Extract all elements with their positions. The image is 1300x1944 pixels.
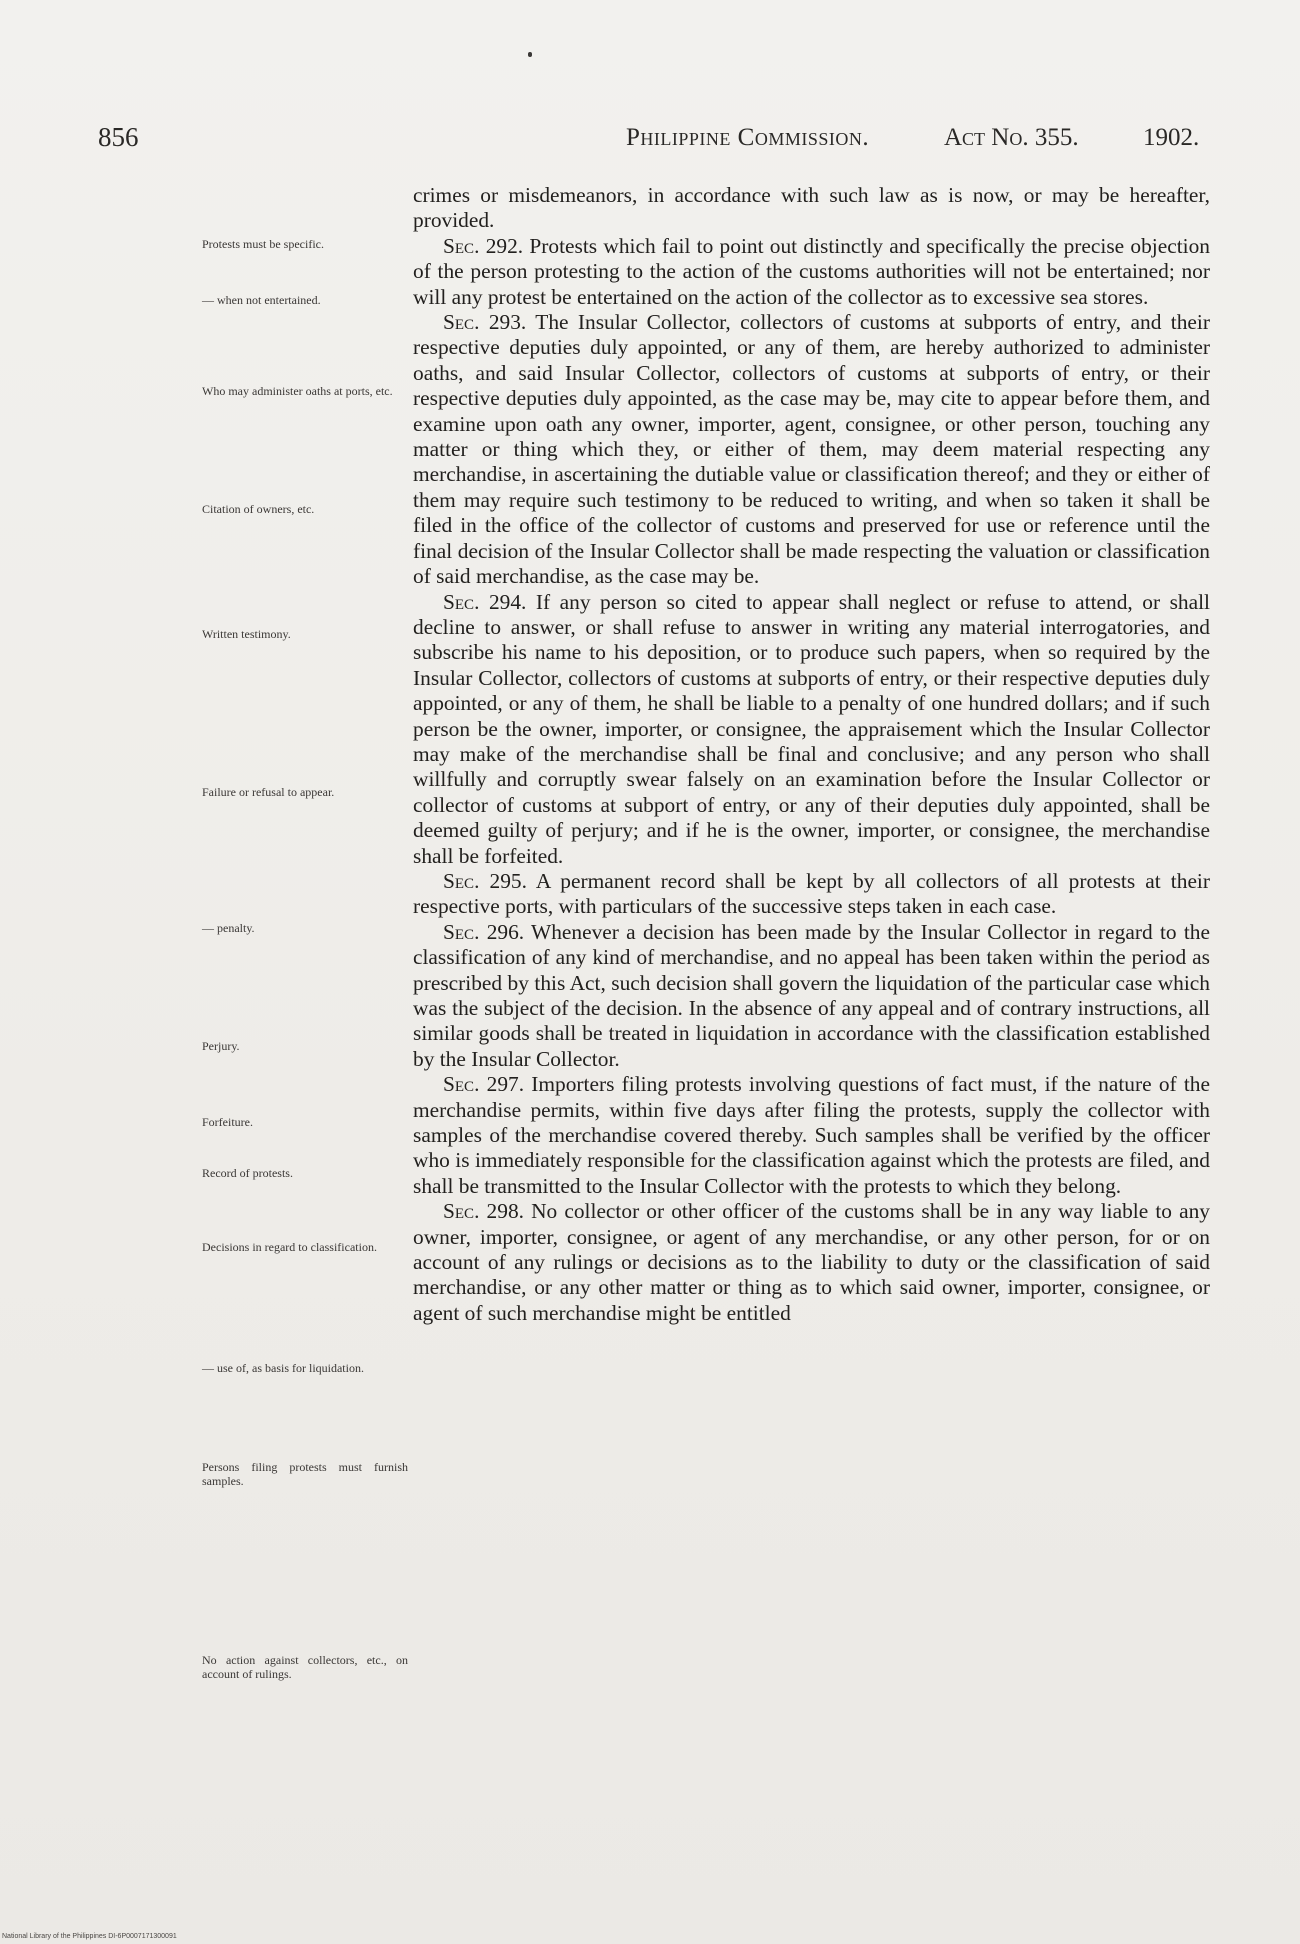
side-note-basis-for-liquidation: — use of, as basis for liquidation.: [202, 1361, 364, 1375]
side-note-no-action-against-collectors: No action against collectors, etc., on account of rulings.: [202, 1653, 408, 1681]
body-text: [413, 183, 1210, 1326]
section-mark: Sec.: [443, 1072, 480, 1097]
section-mark: Sec.: [443, 233, 480, 258]
section-number: 294.: [488, 589, 527, 614]
act-number: Act No. 355.: [944, 124, 1079, 151]
side-note-furnish-samples: Persons filing protests must furnish samples.: [202, 1460, 408, 1488]
section-number: 296.: [486, 919, 525, 944]
side-note-administer-oaths: Who may administer oaths at ports, etc.: [202, 384, 393, 398]
running-title: Philippine Commission.: [626, 124, 870, 151]
section-mark: Sec.: [443, 1199, 480, 1224]
section-number: 293.: [488, 310, 527, 335]
section-295: [413, 869, 1210, 920]
section-number: 298.: [486, 1199, 524, 1224]
side-note-decisions-classification: Decisions in regard to classification.: [202, 1240, 377, 1254]
section-text: Protests which fail to point out distinctly and specifically the precise objection of the person protesting to the action of the customs authorities will not be entertained; nor will any protest be entertained on the action of the collector as to excessive sea stores.: [413, 233, 1211, 309]
section-293: [413, 310, 1210, 589]
section-text: Importers filing protests involving questions of fact must, if the nature of the merchandise permits, within five days after filing the protests, supply the collector with samples of the merchandise covered thereby. Such samples shall be verified by the officer who is immediately responsible for the classification against which the protests are filed, and shall be transmitted to the Insular Collector with the protests to which they belong.: [413, 1072, 1210, 1198]
section-text: The Insular Collector, collectors of customs at subports of entry, and their respective deputies duly appointed, or any of them, are hereby authorized to administer oaths, and said Insular Collector, collectors of customs at subports of entry, or their respective deputies duly appointed, as the case may be, may cite to appear before them, and examine upon oath any owner, importer, agent, consignee, or other person, touching any matter or thing which they, or either of them, may deem material respecting any merchandise, in ascertaining the dutiable value or classification thereof; and they or either of them may require such testimony to be reduced to writing, and when so taken it shall be filed in the office of the collector of customs and preserved for use or reference until the final decision of the Insular Collector shall be made respecting the valuation or classification of said merchandise, as the case may be.: [413, 310, 1210, 589]
section-mark: Sec.: [443, 868, 480, 893]
side-note-failure-to-appear: Failure or refusal to appear.: [202, 785, 335, 799]
header-year: 1902.: [1143, 124, 1200, 151]
scan-credit: National Library of the Philippines DI-6P0007171300091: [2, 1933, 177, 1940]
running-header: [98, 122, 1200, 158]
section-297: [413, 1072, 1210, 1199]
section-text: No collector or other officer of the customs shall be in any way liable to any owner, importer, consignee, or agent of any merchandise, or any other person, for or on account of any rulings or decisions as to the liability to duty or the classification of said merchandise, or any other matter or thing as to which said owner, importer, consignee, or agent of such merchandise might be entitled: [413, 1199, 1210, 1325]
side-note-perjury: Perjury.: [202, 1039, 240, 1053]
section-mark: Sec.: [443, 589, 480, 614]
section-number: 297.: [486, 1072, 525, 1097]
section-296: [413, 920, 1210, 1072]
section-294: [413, 590, 1210, 869]
section-number: 292.: [485, 233, 524, 258]
side-note-protests-specific: Protests must be specific.: [202, 237, 324, 251]
continuation-paragraph: crimes or misdemeanors, in accordance with such law as is now, or may be hereafter, provided.: [413, 183, 1210, 233]
side-note-record-of-protests: Record of protests.: [202, 1166, 293, 1180]
page-speck: [528, 52, 532, 57]
section-number: 295.: [489, 868, 527, 893]
side-note-citation-of-owners: Citation of owners, etc.: [202, 502, 315, 516]
section-292: [413, 234, 1210, 310]
side-note-written-testimony: Written testimony.: [202, 627, 291, 641]
section-298: [413, 1199, 1210, 1326]
section-mark: Sec.: [443, 919, 480, 944]
section-text: Whenever a decision has been made by the Insular Collector in regard to the classification of any kind of merchandise, and no appeal has been taken within the period as prescribed by this Act, such decision shall govern the liquidation of the particular case which was the subject of the decision. In the absence of any appeal and of contrary instructions, all similar goods shall be treated in liquidation in accordance with the classification established by the Insular Collector.: [413, 919, 1210, 1071]
side-note-not-entertained: — when not entertained.: [202, 293, 321, 307]
side-note-forfeiture: Forfeiture.: [202, 1115, 253, 1129]
page-number: 856: [98, 122, 139, 152]
section-text: If any person so cited to appear shall neglect or refuse to attend, or shall decline to answer, or shall refuse to answer in writing any material interrogatories, and subscribe his name to his deposition, or to produce such papers, when so required by the Insular Collector, collectors of customs at subports of entry, or their respective deputies duly appointed, or any of them, he shall be liable to a penalty of one hundred dollars; and if such person be the owner, importer, or consignee, the appraisement which the Insular Collector may make of the merchandise shall be final and conclusive; and any person who shall willfully and corruptly swear falsely on an examination before the Insular Collector or collector of customs at subport of entry, or any of their deputies duly appointed, shall be deemed guilty of perjury; and if he is the owner, importer, or consignee, the merchandise shall be forfeited.: [413, 589, 1211, 868]
section-text: A permanent record shall be kept by all collectors of all protests at their respective ports, with particulars of the successive steps taken in each case.: [413, 868, 1211, 919]
section-mark: Sec.: [443, 310, 480, 335]
side-note-penalty: — penalty.: [202, 921, 255, 935]
